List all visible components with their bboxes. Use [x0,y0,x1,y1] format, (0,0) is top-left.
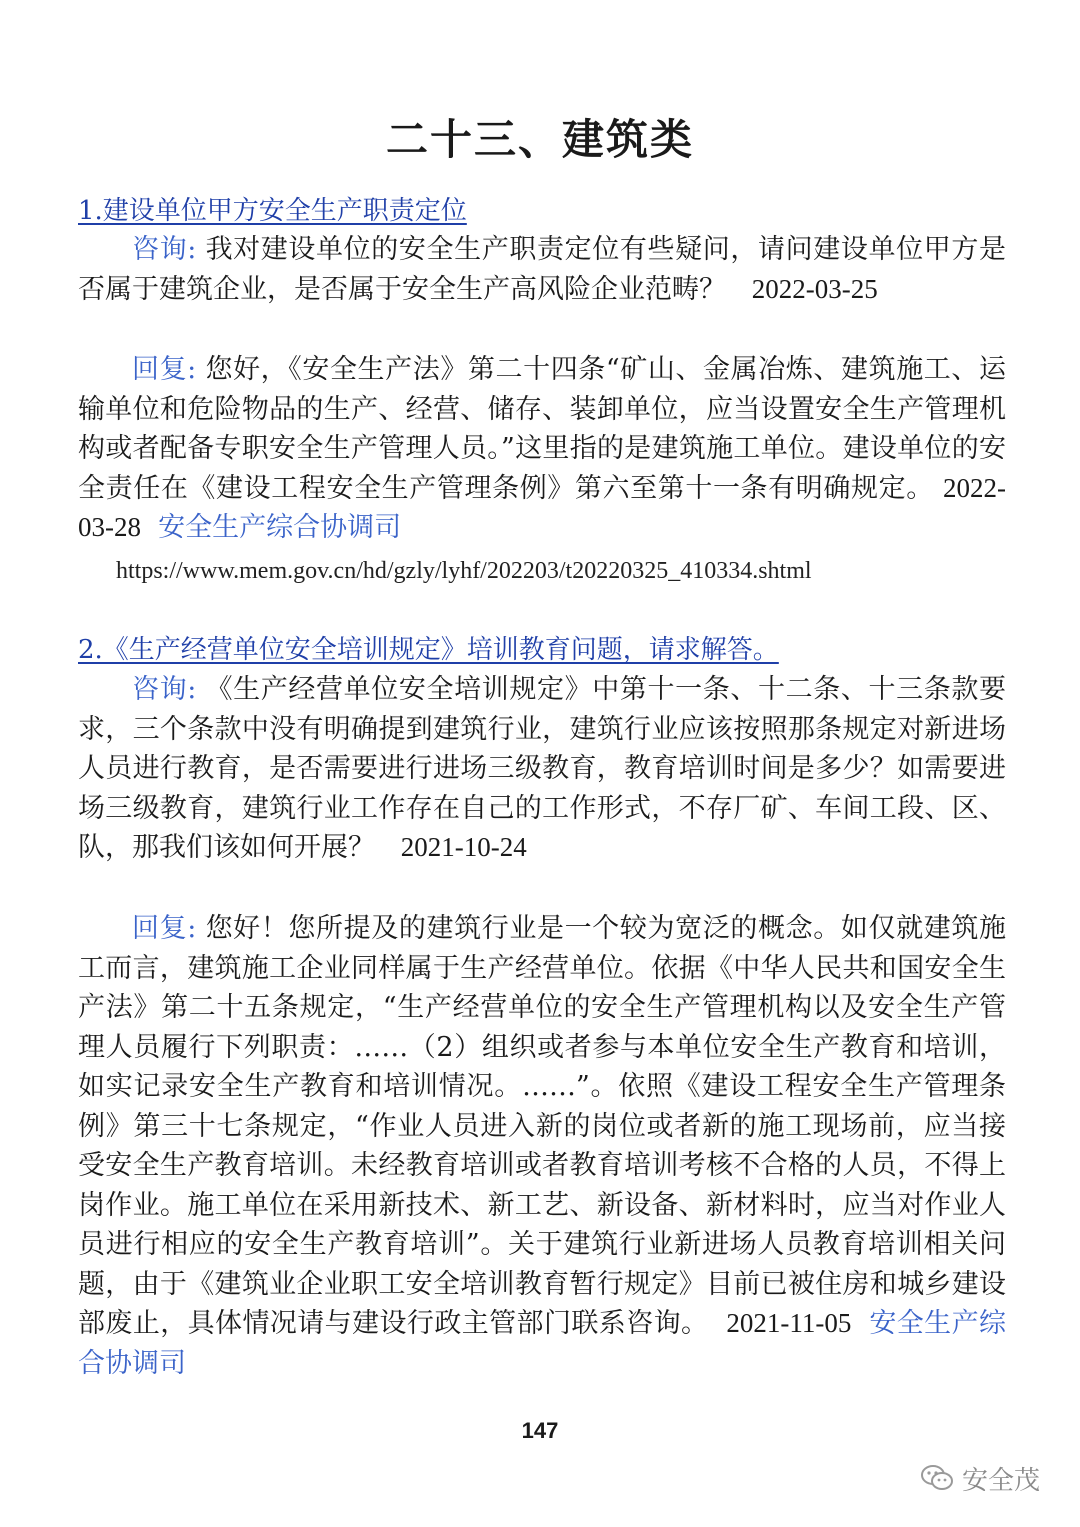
consult-label: 咨询: [132,674,197,705]
question-2-reply [78,909,1006,1383]
reply-label: 回复: [132,913,197,944]
reply-label: 回复: [132,354,197,385]
reply-source: 安全生产综合协调司 [78,1308,1006,1379]
page-number: 147 [521,1418,559,1443]
question-2-consult [78,670,1006,868]
wechat-icon [920,1463,954,1493]
question-1-consult [78,230,1006,309]
page-title: 二十三、建筑类 [385,115,694,164]
reply-date: 2021-11-05 [726,1308,852,1338]
reply-source: 安全生产综合协调司 [158,512,402,543]
consult-date: 2022-03-25 [751,273,878,304]
question-1-reply [78,350,1006,548]
consult-text: 我对建设单位的安全生产职责定位有些疑问，请问建设单位甲方是否属于建筑企业，是否属于安全生产高风险企业范畴？ [78,234,1006,305]
consult-text: 《生产经营单位安全培训规定》中第十一条、十二条、十三条款要求，三个条款中没有明确提到建筑行业，建筑行业应该按照那条规定对新进场人员进行教育，是否需要进行进场三级教育，教育培训时间是多少？如需要进场三级教育，建筑行业工作存在自己的工作形式，不存厂矿、车间工段、区、队，那我们该如何开展？ [78,674,1006,863]
consult-label: 咨询: [132,234,197,265]
question-1-heading[interactable]: 1.建设单位甲方安全生产职责定位 [78,196,467,226]
source-url[interactable]: https://www.mem.gov.cn/hd/gzly/lyhf/202203/t20220325_410334.shtml [116,558,812,584]
reply-text: 您好！您所提及的建筑行业是一个较为宽泛的概念。如仅就建筑施工而言，建筑施工企业同样属于生产经营单位。依据《中华人民共和国安全生产法》第二十五条规定，“生产经营单位的安全生产管理机构以及安全生产管理人员履行下列职责：……（2）组织或者参与本单位安全生产教育和培训，如实记录安全生产教育和培训情况。……”。依照《建设工程安全生产管理条例》第三十七条规定，“作业人员进入新的岗位或者新的施工现场前，应当接受安全生产教育培训。未经教育培训或者教育培训考核不合格的人员，不得上岗作业。施工单位在采用新技术、新工艺、新设备、新材料时，应当对作业人员进行相应的安全生产教育培训”。关于建筑行业新进场人员教育培训相关问题，由于《建筑业企业职工安全培训教育暂行规定》目前已被住房和城乡建设部废止，具体情况请与建设行政主管部门联系咨询。 [78,913,1006,1339]
consult-date: 2021-10-24 [400,832,527,862]
watermark-text: 安全茂 [961,1465,1040,1496]
question-2-heading[interactable]: 2.《生产经营单位安全培训规定》培训教育问题，请求解答。 [78,635,779,665]
watermark [920,1458,1040,1498]
reply-date: 2022-03-28 [78,472,1007,542]
reply-text: 您好，《安全生产法》第二十四条“矿山、金属冶炼、建筑施工、运输单位和危险物品的生产、经营、储存、装卸单位，应当设置安全生产管理机构或者配备专职安全生产管理人员。”这里指的是建筑施工单位。建设单位的安全责任在《建设工程安全生产管理条例》第六至第十一条有明确规定。 [78,354,1006,504]
